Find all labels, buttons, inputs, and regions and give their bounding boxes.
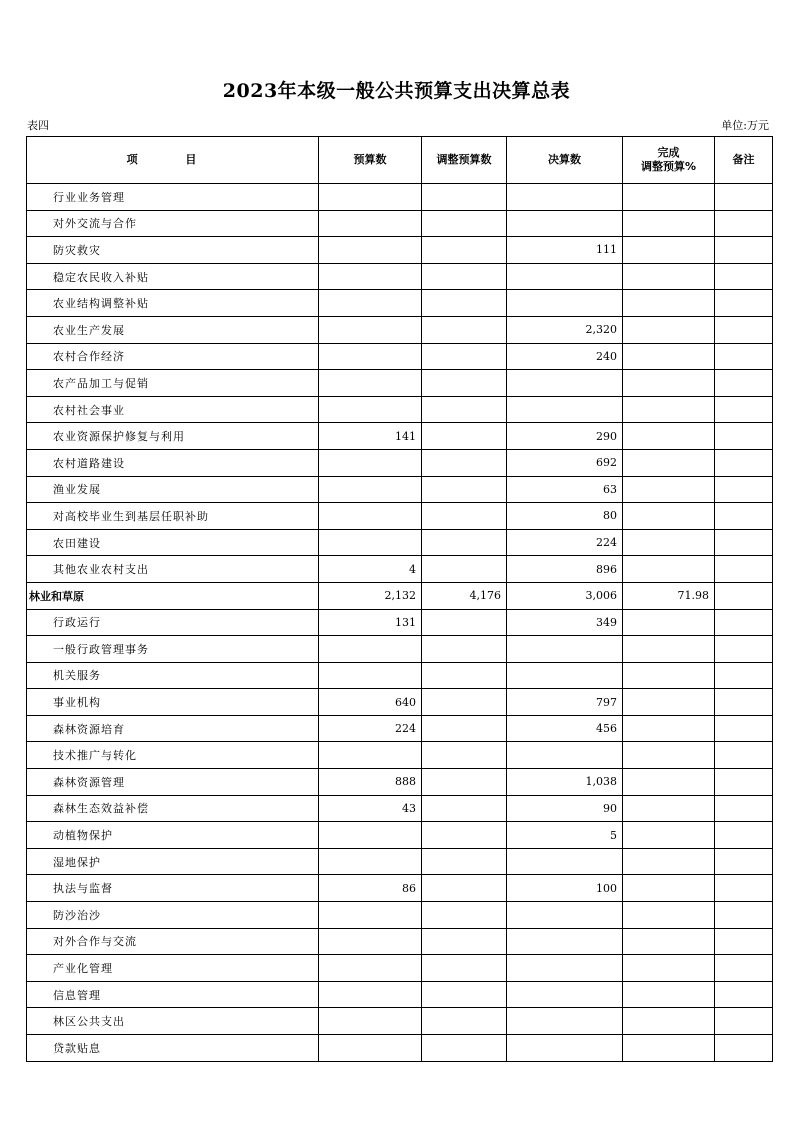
row-adjusted-cell [422, 902, 507, 929]
table-row [27, 928, 773, 955]
row-name-cell: 防沙治沙 [27, 902, 319, 929]
table-row [27, 263, 773, 290]
row-budget-cell [319, 662, 422, 689]
row-budget-cell [319, 822, 422, 849]
row-completion-cell [623, 769, 715, 796]
row-adjusted-cell [422, 503, 507, 530]
row-adjusted-cell [422, 343, 507, 370]
row-adjusted-cell [422, 237, 507, 264]
row-final-cell [507, 955, 623, 982]
row-final-cell [507, 210, 623, 237]
row-adjusted-cell [422, 396, 507, 423]
table-row [27, 184, 773, 211]
table-row [27, 290, 773, 317]
row-final-cell: 240 [507, 343, 623, 370]
header-completion [623, 137, 715, 184]
row-final-cell: 456 [507, 715, 623, 742]
row-completion-cell [623, 556, 715, 583]
row-budget-cell: 888 [319, 769, 422, 796]
table-row [27, 210, 773, 237]
row-remarks-cell [715, 290, 773, 317]
row-final-cell [507, 1035, 623, 1062]
table-row [27, 822, 773, 849]
row-adjusted-cell [422, 848, 507, 875]
row-remarks-cell [715, 237, 773, 264]
row-final-cell [507, 263, 623, 290]
row-adjusted-cell [422, 449, 507, 476]
row-remarks-cell [715, 902, 773, 929]
row-name-cell: 技术推广与转化 [27, 742, 319, 769]
row-remarks-cell [715, 263, 773, 290]
row-adjusted-cell [422, 263, 507, 290]
table-row [27, 237, 773, 264]
row-adjusted-cell [422, 529, 507, 556]
row-final-cell: 797 [507, 689, 623, 716]
row-remarks-cell [715, 875, 773, 902]
row-budget-cell [319, 184, 422, 211]
row-name-cell: 森林生态效益补偿 [27, 795, 319, 822]
row-final-cell: 63 [507, 476, 623, 503]
row-adjusted-cell [422, 184, 507, 211]
row-budget-cell [319, 902, 422, 929]
row-name-cell: 林区公共支出 [27, 1008, 319, 1035]
row-remarks-cell [715, 370, 773, 397]
row-budget-cell: 43 [319, 795, 422, 822]
row-adjusted-cell [422, 210, 507, 237]
header-completion-line2: 调整预算% [640, 160, 697, 173]
row-name-cell: 农业生产发展 [27, 316, 319, 343]
row-completion-cell [623, 715, 715, 742]
row-remarks-cell [715, 396, 773, 423]
row-completion-cell [623, 1035, 715, 1062]
row-completion-cell [623, 1008, 715, 1035]
table-row [27, 1008, 773, 1035]
row-final-cell: 111 [507, 237, 623, 264]
row-final-cell [507, 928, 623, 955]
row-completion-cell [623, 263, 715, 290]
row-name-cell: 对外交流与合作 [27, 210, 319, 237]
row-budget-cell [319, 503, 422, 530]
row-completion-cell [623, 316, 715, 343]
row-final-cell: 1,038 [507, 769, 623, 796]
row-adjusted-cell [422, 769, 507, 796]
row-budget-cell [319, 529, 422, 556]
row-name-cell: 森林资源培育 [27, 715, 319, 742]
row-budget-cell [319, 237, 422, 264]
row-final-cell [507, 742, 623, 769]
row-remarks-cell [715, 316, 773, 343]
row-name-cell: 农业结构调整补贴 [27, 290, 319, 317]
row-final-cell [507, 184, 623, 211]
table-row [27, 636, 773, 663]
row-remarks-cell [715, 981, 773, 1008]
row-remarks-cell [715, 662, 773, 689]
row-adjusted-cell [422, 689, 507, 716]
table-row [27, 370, 773, 397]
row-adjusted-cell [422, 955, 507, 982]
row-name-cell: 农田建设 [27, 529, 319, 556]
row-completion-cell [623, 848, 715, 875]
row-final-cell: 5 [507, 822, 623, 849]
row-completion-cell [623, 981, 715, 1008]
table-row [27, 662, 773, 689]
row-remarks-cell [715, 449, 773, 476]
row-name-cell: 一般行政管理事务 [27, 636, 319, 663]
row-final-cell [507, 1008, 623, 1035]
row-completion-cell [623, 928, 715, 955]
row-name-cell: 农村道路建设 [27, 449, 319, 476]
table-row [27, 875, 773, 902]
table-row [27, 848, 773, 875]
row-budget-cell [319, 476, 422, 503]
row-budget-cell: 131 [319, 609, 422, 636]
row-remarks-cell [715, 476, 773, 503]
header-adjusted: 调整预算数 [422, 137, 507, 184]
header-item: 项 目 [27, 137, 319, 184]
row-final-cell: 90 [507, 795, 623, 822]
table-row [27, 1035, 773, 1062]
row-remarks-cell [715, 795, 773, 822]
row-name-cell: 对高校毕业生到基层任职补助 [27, 503, 319, 530]
header-remarks: 备注 [715, 137, 773, 184]
row-name-cell: 对外合作与交流 [27, 928, 319, 955]
page-title: 2023年本级一般公共预算支出决算总表 [222, 80, 571, 102]
table-row [27, 795, 773, 822]
table-row [27, 423, 773, 450]
row-name-cell: 林业和草原 [27, 582, 319, 609]
row-budget-cell [319, 263, 422, 290]
table-row [27, 981, 773, 1008]
table-row [27, 503, 773, 530]
row-name-cell: 执法与监督 [27, 875, 319, 902]
expenditure-table [26, 136, 773, 1062]
row-final-cell [507, 370, 623, 397]
row-name-cell: 森林资源管理 [27, 769, 319, 796]
row-budget-cell [319, 449, 422, 476]
row-final-cell [507, 396, 623, 423]
row-name-cell: 信息管理 [27, 981, 319, 1008]
row-completion-cell [623, 609, 715, 636]
row-completion-cell [623, 396, 715, 423]
table-row [27, 902, 773, 929]
unit-label: 单位:万元 [721, 119, 769, 132]
table-header-row [27, 137, 773, 184]
row-name-cell: 机关服务 [27, 662, 319, 689]
table-label: 表四 [27, 119, 49, 132]
row-name-cell: 农村社会事业 [27, 396, 319, 423]
row-adjusted-cell [422, 1035, 507, 1062]
row-budget-cell [319, 316, 422, 343]
row-remarks-cell [715, 822, 773, 849]
row-final-cell: 80 [507, 503, 623, 530]
row-budget-cell [319, 928, 422, 955]
row-adjusted-cell [422, 742, 507, 769]
row-name-cell: 行业业务管理 [27, 184, 319, 211]
row-completion-cell [623, 795, 715, 822]
row-completion-cell [623, 184, 715, 211]
header-completion-line1: 完成 [657, 146, 680, 159]
row-final-cell [507, 902, 623, 929]
row-budget-cell [319, 343, 422, 370]
row-remarks-cell [715, 715, 773, 742]
table-row [27, 316, 773, 343]
row-completion-cell [623, 343, 715, 370]
row-completion-cell [623, 689, 715, 716]
row-adjusted-cell [422, 290, 507, 317]
row-final-cell [507, 290, 623, 317]
row-budget-cell [319, 1035, 422, 1062]
row-adjusted-cell [422, 715, 507, 742]
row-completion-cell [623, 902, 715, 929]
row-final-cell: 349 [507, 609, 623, 636]
row-completion-cell [623, 822, 715, 849]
row-remarks-cell [715, 503, 773, 530]
row-adjusted-cell [422, 981, 507, 1008]
row-budget-cell [319, 955, 422, 982]
row-budget-cell: 86 [319, 875, 422, 902]
row-remarks-cell [715, 955, 773, 982]
table-row [27, 556, 773, 583]
row-name-cell: 稳定农民收入补贴 [27, 263, 319, 290]
row-final-cell [507, 636, 623, 663]
row-completion-cell [623, 370, 715, 397]
row-final-cell: 3,006 [507, 582, 623, 609]
row-budget-cell [319, 981, 422, 1008]
row-budget-cell: 4 [319, 556, 422, 583]
row-name-cell: 渔业发展 [27, 476, 319, 503]
row-completion-cell [623, 476, 715, 503]
row-remarks-cell [715, 848, 773, 875]
table-row [27, 449, 773, 476]
row-adjusted-cell [422, 875, 507, 902]
row-adjusted-cell [422, 423, 507, 450]
table-row [27, 609, 773, 636]
table-row [27, 689, 773, 716]
row-completion-cell [623, 955, 715, 982]
header-final: 决算数 [507, 137, 623, 184]
table-row [27, 529, 773, 556]
row-name-cell: 产业化管理 [27, 955, 319, 982]
row-adjusted-cell [422, 928, 507, 955]
row-name-cell: 其他农业农村支出 [27, 556, 319, 583]
row-adjusted-cell [422, 556, 507, 583]
row-name-cell: 动植物保护 [27, 822, 319, 849]
row-remarks-cell [715, 529, 773, 556]
row-name-cell: 湿地保护 [27, 848, 319, 875]
table-row [27, 742, 773, 769]
row-adjusted-cell [422, 662, 507, 689]
row-name-cell: 农产品加工与促销 [27, 370, 319, 397]
row-final-cell [507, 848, 623, 875]
row-adjusted-cell [422, 822, 507, 849]
row-remarks-cell [715, 689, 773, 716]
table-row [27, 715, 773, 742]
row-remarks-cell [715, 636, 773, 663]
row-final-cell [507, 981, 623, 1008]
table-row [27, 396, 773, 423]
row-adjusted-cell [422, 795, 507, 822]
row-completion-cell [623, 423, 715, 450]
row-completion-cell [623, 742, 715, 769]
row-remarks-cell [715, 928, 773, 955]
row-remarks-cell [715, 742, 773, 769]
row-name-cell: 农业资源保护修复与利用 [27, 423, 319, 450]
row-remarks-cell [715, 582, 773, 609]
row-adjusted-cell [422, 316, 507, 343]
row-adjusted-cell [422, 1008, 507, 1035]
row-remarks-cell [715, 343, 773, 370]
row-final-cell [507, 662, 623, 689]
table-body [27, 184, 773, 1062]
row-final-cell: 224 [507, 529, 623, 556]
row-completion-cell [623, 449, 715, 476]
row-adjusted-cell [422, 370, 507, 397]
table-row [27, 476, 773, 503]
row-budget-cell [319, 396, 422, 423]
row-name-cell: 行政运行 [27, 609, 319, 636]
table-row [27, 343, 773, 370]
row-completion-cell [623, 875, 715, 902]
header-budget: 预算数 [319, 137, 422, 184]
row-budget-cell: 640 [319, 689, 422, 716]
row-completion-cell [623, 210, 715, 237]
row-name-cell: 贷款贴息 [27, 1035, 319, 1062]
row-final-cell: 2,320 [507, 316, 623, 343]
table-row [27, 582, 773, 609]
row-name-cell: 防灾救灾 [27, 237, 319, 264]
row-remarks-cell [715, 184, 773, 211]
table-row [27, 769, 773, 796]
row-budget-cell [319, 290, 422, 317]
row-budget-cell [319, 210, 422, 237]
row-completion-cell: 71.98 [623, 582, 715, 609]
row-budget-cell [319, 370, 422, 397]
row-final-cell: 290 [507, 423, 623, 450]
row-remarks-cell [715, 556, 773, 583]
row-budget-cell [319, 636, 422, 663]
row-budget-cell: 141 [319, 423, 422, 450]
row-completion-cell [623, 503, 715, 530]
row-remarks-cell [715, 769, 773, 796]
row-adjusted-cell [422, 609, 507, 636]
row-completion-cell [623, 290, 715, 317]
row-budget-cell [319, 742, 422, 769]
row-budget-cell: 224 [319, 715, 422, 742]
row-budget-cell: 2,132 [319, 582, 422, 609]
row-final-cell: 896 [507, 556, 623, 583]
row-remarks-cell [715, 1008, 773, 1035]
table-row [27, 955, 773, 982]
row-remarks-cell [715, 609, 773, 636]
row-remarks-cell [715, 210, 773, 237]
row-adjusted-cell [422, 636, 507, 663]
row-remarks-cell [715, 423, 773, 450]
row-budget-cell [319, 1008, 422, 1035]
row-completion-cell [623, 529, 715, 556]
row-adjusted-cell [422, 476, 507, 503]
row-final-cell: 692 [507, 449, 623, 476]
row-adjusted-cell: 4,176 [422, 582, 507, 609]
row-remarks-cell [715, 1035, 773, 1062]
row-completion-cell [623, 662, 715, 689]
row-budget-cell [319, 848, 422, 875]
row-name-cell: 农村合作经济 [27, 343, 319, 370]
row-name-cell: 事业机构 [27, 689, 319, 716]
row-completion-cell [623, 636, 715, 663]
row-final-cell: 100 [507, 875, 623, 902]
row-completion-cell [623, 237, 715, 264]
